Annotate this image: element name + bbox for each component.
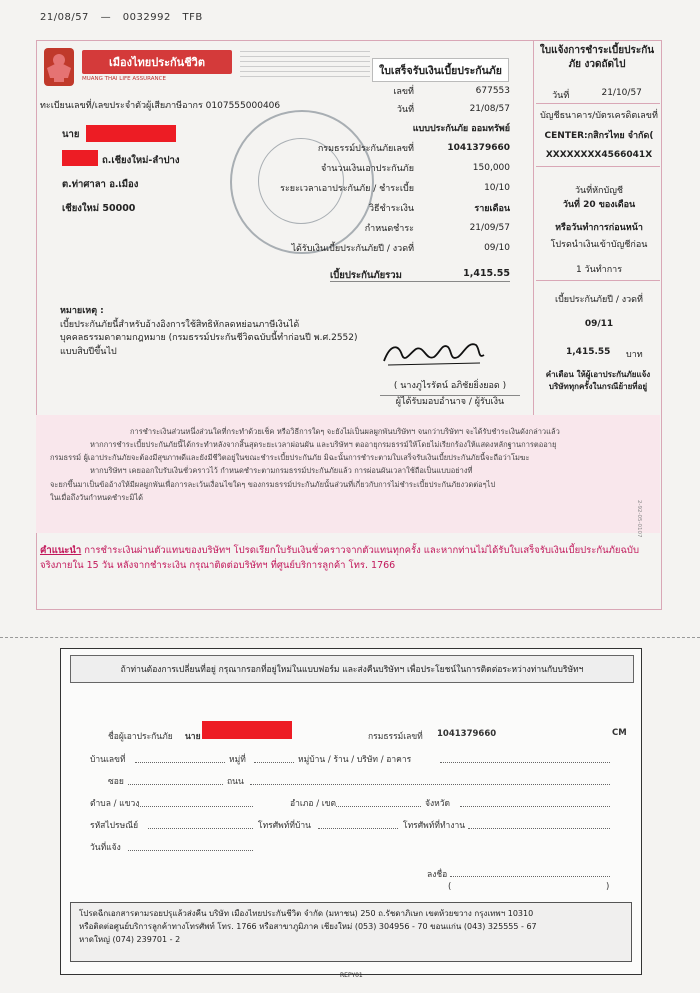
- remarks-line-1: เบี้ยประกันภัยนี้สำหรับอ้างอิงการใช้สิทธิหักลดหย่อนภาษีเงินได้: [60, 319, 300, 330]
- company-address-block: [240, 48, 370, 81]
- home-phone-input[interactable]: [318, 828, 398, 830]
- house-no-input[interactable]: [135, 762, 225, 764]
- terms-line: หากการชำระเบี้ยประกันภัยนี้ได้กระทำหลังจากสิ้นสุดระยะเวลาผ่อนผัน และบริษัทฯ ตออายุกรมธรรม์ให้โดยไม่เรียกร้องให้แสดงหลักฐานการตออายุ: [90, 440, 557, 450]
- sign-bracket-right: ): [606, 882, 610, 892]
- total-underline: [330, 281, 510, 282]
- next-amount-unit: บาท: [626, 350, 643, 360]
- side-code: 2-92-05-0107: [636, 500, 642, 538]
- signer-role: ผู้ได้รับมอบอำนาจ / ผู้รับเงิน: [380, 395, 520, 409]
- debit-day: วันที่ 20 ของเดือน: [562, 200, 636, 210]
- doc-number: 0032992: [122, 12, 171, 23]
- doc-dash: —: [100, 12, 112, 23]
- garuda-emblem-icon: [44, 48, 74, 86]
- terms-line: จะยกขึ้นมาเป็นข้ออ้างให้มีผลผูกพันเพื่อการละเว้นเงื่อนไขใดๆ ของกรมธรรม์ประกันภัยนั้นส่วนที่เกี่ยวกับการไม่ชำระเบี้ยประกันภัยงวดต่อๆไป: [50, 479, 496, 489]
- district-label: อำเภอ / เขต: [290, 799, 336, 809]
- road-label: ถนน: [227, 777, 244, 787]
- right-divider-3: [536, 280, 660, 281]
- return-instructions: [70, 902, 632, 962]
- total-value: 1,415.55: [463, 268, 510, 279]
- form-heading: ถ้าท่านต้องการเปลี่ยนที่อยู่ กรุณากรอกที่อยู่ใหม่ในแบบฟอร์ม และส่งคืนบริษัทฯ เพื่อประโยชน์ในการติดต่อระหว่างท่านกับบริษัทฯ: [70, 655, 634, 683]
- doc-date: 21/08/57: [40, 12, 89, 23]
- field-row: แบบประกันภัย ออมทรัพย์: [412, 124, 510, 134]
- return-line-1: โปรดฉีกเอกสารตามรอยปรุแล้วส่งคืน บริษัท เมืองไทยประกันชีวิต จำกัด (มหาชน) 250 ถ.รัชดาภิเษก เขตห้วยขวาง กรุงเทพฯ 10310: [79, 909, 534, 918]
- work-phone-input[interactable]: [468, 828, 610, 830]
- tear-off-line: [0, 637, 700, 640]
- customer-address-line-2: ถ.เชียงใหม่-ลำปาง: [102, 155, 180, 166]
- receipt-details: [250, 82, 510, 258]
- next-installment-date: [536, 88, 658, 102]
- debit-label: วันที่หักบัญชี: [574, 186, 623, 196]
- province-input[interactable]: [460, 806, 610, 808]
- policy-value: 1041379660: [437, 729, 497, 739]
- remarks-line-2: บุคคลธรรมดาตามกฎหมาย (กรมธรรม์ประกันชีวิตฉบับนี้ทำก่อนปี พ.ศ.2552): [60, 333, 358, 343]
- debit-note-1: หรือวันทำการก่อนหน้า: [555, 223, 643, 233]
- remarks-line-3: แบบสิบปีขึ้นไป: [60, 346, 117, 357]
- subdistrict-input[interactable]: [138, 806, 253, 808]
- field-row: เลขที่ 677553: [393, 86, 510, 97]
- village-input[interactable]: [440, 762, 610, 764]
- doc-code: TFB: [182, 12, 203, 23]
- sign-input[interactable]: [450, 876, 610, 878]
- policy-label: กรมธรรม์เลขที่: [368, 732, 423, 742]
- next-date-label: วันที่: [552, 91, 570, 101]
- next-installment-title: ใบแจ้งการชำระเบี้ยประกันภัย งวดถัดไป: [539, 45, 655, 70]
- remarks-block: [60, 305, 358, 359]
- signer-block: [380, 380, 520, 408]
- right-divider: [536, 103, 660, 104]
- field-row: กรมธรรม์ประกันภัยเลขที่ 1041379660: [317, 143, 510, 154]
- bank-name: CENTER:กสิกรไทย จำกัด(: [544, 131, 654, 141]
- form-code: REPY01: [340, 972, 363, 979]
- region-code: CM: [612, 728, 627, 738]
- redacted-customer-name: [86, 125, 176, 142]
- home-phone-label: โทรศัพท์ที่บ้าน: [258, 821, 311, 831]
- soi-label: ซอย: [108, 777, 124, 787]
- soi-input[interactable]: [128, 784, 223, 786]
- field-row: กำหนดชำระ 21/09/57: [364, 223, 510, 234]
- field-row: วันที่ 21/08/57: [396, 104, 510, 115]
- account-label: บัญชีธนาคาร/บัตรเครดิตเลขที่: [540, 111, 658, 121]
- postcode-label: รหัสไปรษณีย์: [90, 821, 139, 831]
- return-line-3: หาดใหญ่ (074) 239701 - 2: [79, 935, 181, 945]
- insured-title: นาย: [185, 732, 201, 742]
- customer-name-line: [62, 127, 79, 142]
- next-amount: 1,415.55: [566, 347, 611, 357]
- road-input[interactable]: [250, 784, 610, 786]
- advice-note: [40, 543, 654, 573]
- redacted-insured-name: [202, 721, 292, 739]
- customer-address-line-4: เชียงใหม่ 50000: [62, 203, 136, 214]
- account-number: XXXXXXXX4566041X: [545, 150, 653, 160]
- remarks-heading: หมายเหตุ :: [60, 306, 104, 316]
- advice-label: คำแนะนำ: [40, 545, 82, 556]
- receipt-title: ใบเสร็จรับเงินเบี้ยประกันภัย: [372, 58, 509, 82]
- subdistrict-label: ตำบล / แขวง: [90, 799, 140, 809]
- advice-text: การชำระเงินผ่านตัวแทนของบริษัทฯ โปรดเรียกใบรับเงินชั่วคราวจากตัวแทนทุกครั้ง และหากท่านไม่ได้รับใบเสร็จรับเงินเบี้ยประกันภัยฉบับจริงภายใน 15 วัน หลังจากชำระเงิน กรุณาติดต่อบริษัทฯ ที่ศูนย์บริการลูกค้า โทร. 1766: [40, 545, 639, 572]
- document-reference: [40, 12, 211, 23]
- installment-label: เบี้ยประกันภัยปี / งวดที่: [555, 295, 643, 305]
- notify-date-label: วันที่แจ้ง: [90, 843, 121, 853]
- customer-title: นาย: [62, 129, 80, 140]
- moo-label: หมู่ที่: [229, 755, 246, 765]
- field-row: ระยะเวลาเอาประกันภัย / ชำระเบี้ย 10/10: [280, 183, 510, 194]
- postcode-input[interactable]: [148, 828, 253, 830]
- debit-note-3: 1 วันทำการ: [575, 265, 623, 275]
- terms-line: หากบริษัทฯ เคยออกใบรับเงินชั่วคราวไว้ กำหนดชำระตามกรมธรรม์ประกันภัยแล้ว การผ่อนผันเวลาใช้ถือเป็นแบบอย่างที่: [90, 466, 473, 476]
- insured-label: ชื่อผู้เอาประกันภัย: [108, 732, 173, 742]
- district-input[interactable]: [336, 806, 421, 808]
- company-logo: เมืองไทยประกันชีวิต: [82, 50, 232, 74]
- installment-value: 09/11: [584, 319, 614, 329]
- debit-note-2: โปรดนำเงินเข้าบัญชีก่อน: [550, 240, 648, 250]
- right-divider-2: [536, 166, 660, 167]
- redacted-house-number: [62, 150, 98, 166]
- field-row: จำนวนเงินเอาประกันภัย 150,000: [320, 163, 510, 174]
- tax-id-line: ทะเบียนเลขที่/เลขประจำตัวผู้เสียภาษีอากร 0107555000406: [40, 101, 281, 111]
- total-label: เบี้ยประกันภัยรวม: [330, 270, 402, 281]
- company-logo-subtitle: MUANG THAI LIFE ASSURANCE: [82, 76, 166, 82]
- handwritten-signature: [380, 335, 490, 371]
- right-panel-divider: [533, 40, 534, 415]
- house-no-label: บ้านเลขที่: [90, 755, 126, 765]
- village-label: หมู่บ้าน / ร้าน / บริษัท / อาคาร: [298, 755, 412, 765]
- terms-line: ในเมื่อถึงวันกำหนดชำระมิได้: [50, 492, 143, 502]
- next-date-value: 21/10/57: [601, 88, 642, 98]
- sign-bracket-left: (: [448, 882, 452, 892]
- notify-date-input[interactable]: [128, 850, 253, 852]
- signer-name: ( นางภูไรรัตน์ อภิชัยยิ่งยอด ): [393, 381, 507, 391]
- terms-line: การชำระเงินส่วนหนึ่งส่วนใดที่กระทำด้วยเช็ค หรือวิธีการใดๆ จะยังไม่เป็นผลผูกพันบริษัทฯ จนกว่าบริษัทฯ จะได้รับชำระเงินดังกล่าวแล้ว: [130, 427, 560, 436]
- terms-text: [50, 425, 650, 504]
- field-row: วิธีชำระเงิน รายเดือน: [369, 204, 510, 214]
- address-change-warning: คำเตือน ให้ผู้เอาประกันภัยแจ้ง บริษัททุกครั้งในกรณีย้ายที่อยู่: [545, 370, 651, 391]
- work-phone-label: โทรศัพท์ที่ทำงาน: [403, 821, 466, 831]
- customer-address-line-3: ต.ท่าศาลา อ.เมือง: [62, 179, 139, 190]
- terms-line: กรมธรรม์ ผู้เอาประกันภัยจะต้องมีสุขภาพดีและยังมีชีวิตอยู่ในขณะชำระเบี้ยประกันภัย มิฉะนั้นการชำระตามใบเสร็จรับเงินเบี้ยประกันภัยนี้จะถือว่าโมฆะ: [50, 453, 530, 463]
- province-label: จังหวัด: [425, 799, 451, 809]
- moo-input[interactable]: [254, 762, 294, 764]
- return-line-2: หรือติดต่อศูนย์บริการลูกค้าทางโทรศัพท์ โทร. 1766 หรือสาขาภูมิภาค เชียงใหม่ (053) 304956 - 70 ขอนแก่น (043) 325555 - 67: [79, 922, 537, 932]
- sign-label: ลงชื่อ: [427, 870, 448, 880]
- field-row: ได้รับเงินเบี้ยประกันภัยปี / งวดที่ 09/10: [291, 243, 510, 254]
